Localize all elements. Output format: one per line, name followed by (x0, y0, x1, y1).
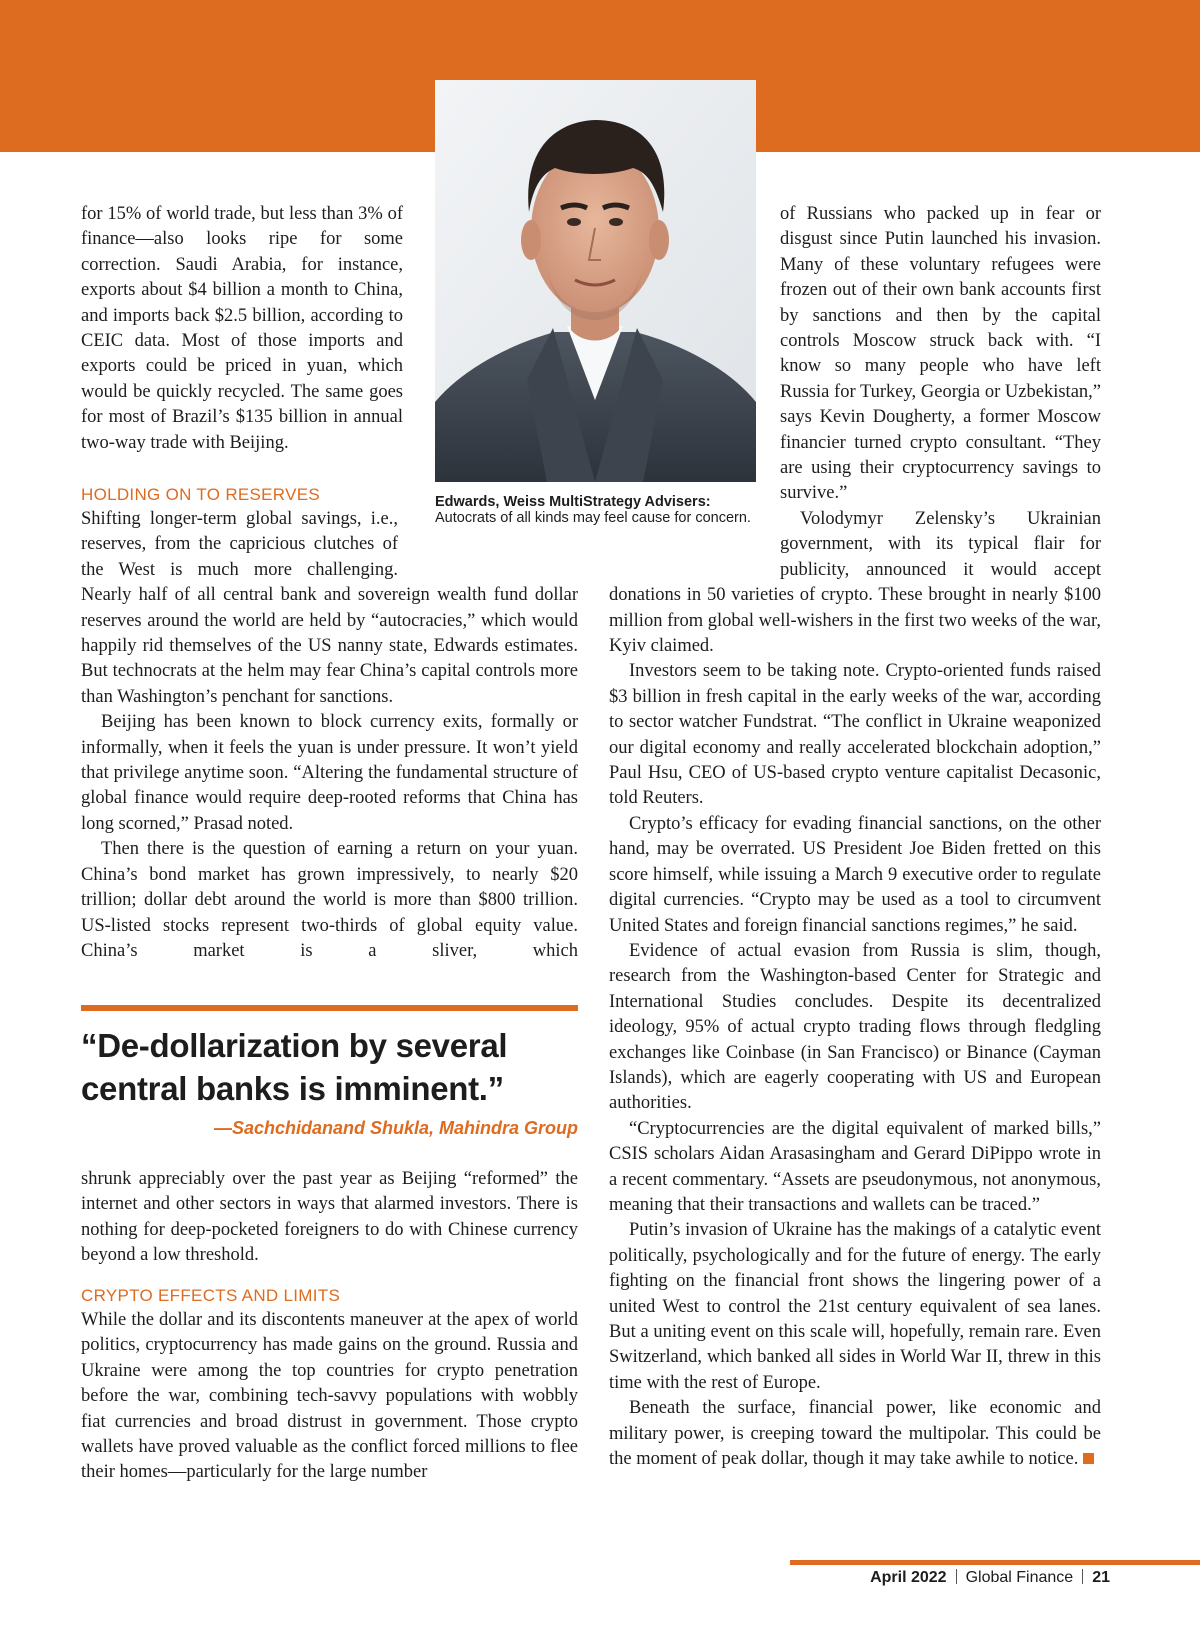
footer-separator (1082, 1569, 1083, 1584)
pull-quote-attribution: —Sachchidanand Shukla, Mahindra Group (213, 1118, 578, 1138)
left-paragraph-5: shrunk appreciably over the past year as Beijing “reformed” the internet and other sectors in ways that alarmed investors. There is nothing for deep-pocketed foreigners to do with Chinese currency beyond a low threshold. (81, 1169, 578, 1266)
right-paragraph-3: Investors seem to be taking note. Crypto-oriented funds raised $3 billion in fresh capital in the early weeks of the war, according to sector watcher Fundstrat. “The conflict in Ukraine weaponized our digital economy and really accelerated blockchain adoption,” Paul Hsu, CEO of US-based crypto venture capitalist Decasonic, told Reuters. (609, 661, 1101, 809)
photo-wrap-spacer-right (609, 507, 780, 558)
portrait-photo (435, 80, 756, 482)
caption-text: Autocrats of all kinds may feel cause for concern. (435, 510, 751, 526)
left-paragraph-1: for 15% of world trade, but less than 3% of finance—also looks ripe for some correction. Saudi Arabia, for instance, exports about $4 billion a month to China, and imports back $2.5 billion, according to CEIC data. Most of those imports and exports could be priced in yuan, which would be quickly recycled. The same goes for most of Brazil’s $135 billion in annual two-way trade with Beijing. (81, 204, 403, 453)
photo-wrap-spacer (398, 507, 578, 558)
footer-publication: Global Finance (965, 1569, 1074, 1586)
left-paragraph-4: Then there is the question of earning a return on your yuan. China’s bond market has grown impressively, to nearly $20 trillion; dollar debt around the world is more than $800 trillion. US-listed stocks represent two-thirds of global equity value. China’s market is a sliver, which (81, 839, 578, 961)
pull-quote: “De-dollarization by several central banks is imminent.” (81, 1027, 508, 1107)
left-heading-holding (81, 482, 403, 507)
caption-name: Edwards, Weiss MultiStrategy Advisers: (435, 494, 711, 510)
right-paragraph-2: Volodymyr Zelensky’s Ukrainian government, with its typical flair for publicity, announced it would accept donations in 50 varieties of crypto. These brought in nearly $100 million from global well-wishers in the first two weeks of the war, Kyiv claimed. (609, 509, 1101, 657)
left-paragraph-2: Shifting longer-term global savings, i.e., reserves, from the capricious clutches of the West is much more challenging. Nearly half of all central bank and sovereign wealth fund dollar reserves around the world are held by “autocracies,” which would happily rid themselves of the US nanny state, Edwards estimates. But technocrats at the helm may fear China’s capital controls more than Washington’s penchant for sanctions. (81, 509, 578, 707)
left-column-top (81, 202, 403, 456)
section-heading-holding: HOLDING ON TO RESERVES (81, 485, 320, 504)
footer-page-number: 21 (1092, 1569, 1110, 1586)
right-paragraph-7: Putin’s invasion of Ukraine has the makings of a catalytic event politically, psychologically and for the future of energy. The early fighting on the financial front shows the lingering power of a united West to control the 21st century equivalent of sea lanes. But a uniting event on this scale will, hopefully, remain rare. Even Switzerland, which banked all sides in World War II, threw in this time with the rest of Europe. (609, 1220, 1101, 1393)
left-paragraph-6: While the dollar and its discontents maneuver at the apex of world politics, cryptocurrency has made gains on the ground. Russia and Ukraine were among the top countries for crypto penetration before the war, combining tech-savvy populations with wobbly fiat currencies and broad distrust in government. Those crypto wallets have proved valuable as the conflict forced millions to flee their homes—particularly for the large number (81, 1310, 578, 1483)
right-paragraph-5: Evidence of actual evasion from Russia is slim, though, research from the Washington-based Center for Strategic and International Studies concludes. Despite its decentralized ideology, 95% of actual crypto trading flows through fledgling exchanges like Coinbase (in San Francisco) or Binance (Cayman Islands), which are eagerly cooperating with US and European authorities. (609, 940, 1101, 1114)
section-heading-crypto: CRYPTO EFFECTS AND LIMITS (81, 1285, 341, 1305)
right-column-main (609, 507, 1101, 1472)
page-footer (870, 1569, 1110, 1587)
right-paragraph-1: of Russians who packed up in fear or disgust since Putin launched his invasion. Many of these voluntary refugees were frozen out of their own bank accounts first by sanctions and then by the capital controls Moscow struck back with. “I know so many people who have left Russia for Turkey, Georgia or Uzbekistan,” says Kevin Dougherty, a former Moscow financier turned crypto consultant. “They are using their cryptocurrency savings to survive.” (780, 204, 1101, 504)
footer-date: April 2022 (870, 1569, 947, 1586)
footer-separator (956, 1569, 957, 1584)
right-paragraph-6: “Cryptocurrencies are the digital equivalent of marked bills,” CSIS scholars Aidan Arasasingham and Gerard DiPippo wrote in a recent commentary. “Assets are pseudonymous, not anonymous, meaning that their transactions and wallets can be traced.” (609, 1118, 1101, 1215)
right-paragraph-8: Beneath the surface, financial power, like economic and military power, is creeping toward the multipolar. This could be the moment of peak dollar, though it may take awhile to notice. (609, 1398, 1101, 1470)
footer-rule (790, 1560, 1200, 1565)
left-column-main (81, 507, 578, 964)
left-column-bottom (81, 1167, 578, 1486)
pull-quote-rule (81, 1005, 578, 1011)
left-paragraph-3: Beijing has been known to block currency exits, formally or informally, when it feels the yuan is under pressure. It won’t yield that privilege anytime soon. “Altering the fundamental structure of global finance would require deep-rooted reforms that China has long scorned,” Prasad noted. (81, 712, 578, 834)
right-column-top (780, 202, 1101, 507)
right-paragraph-4: Crypto’s efficacy for evading financial sanctions, on the other hand, may be overrated. US President Joe Biden fretted on this score himself, while issuing a March 9 executive order to regulate digital currencies. “Crypto may be used as a tool to circumvent United States and foreign financial sanctions regimes,” he said. (609, 813, 1101, 936)
end-mark (1083, 1453, 1094, 1464)
